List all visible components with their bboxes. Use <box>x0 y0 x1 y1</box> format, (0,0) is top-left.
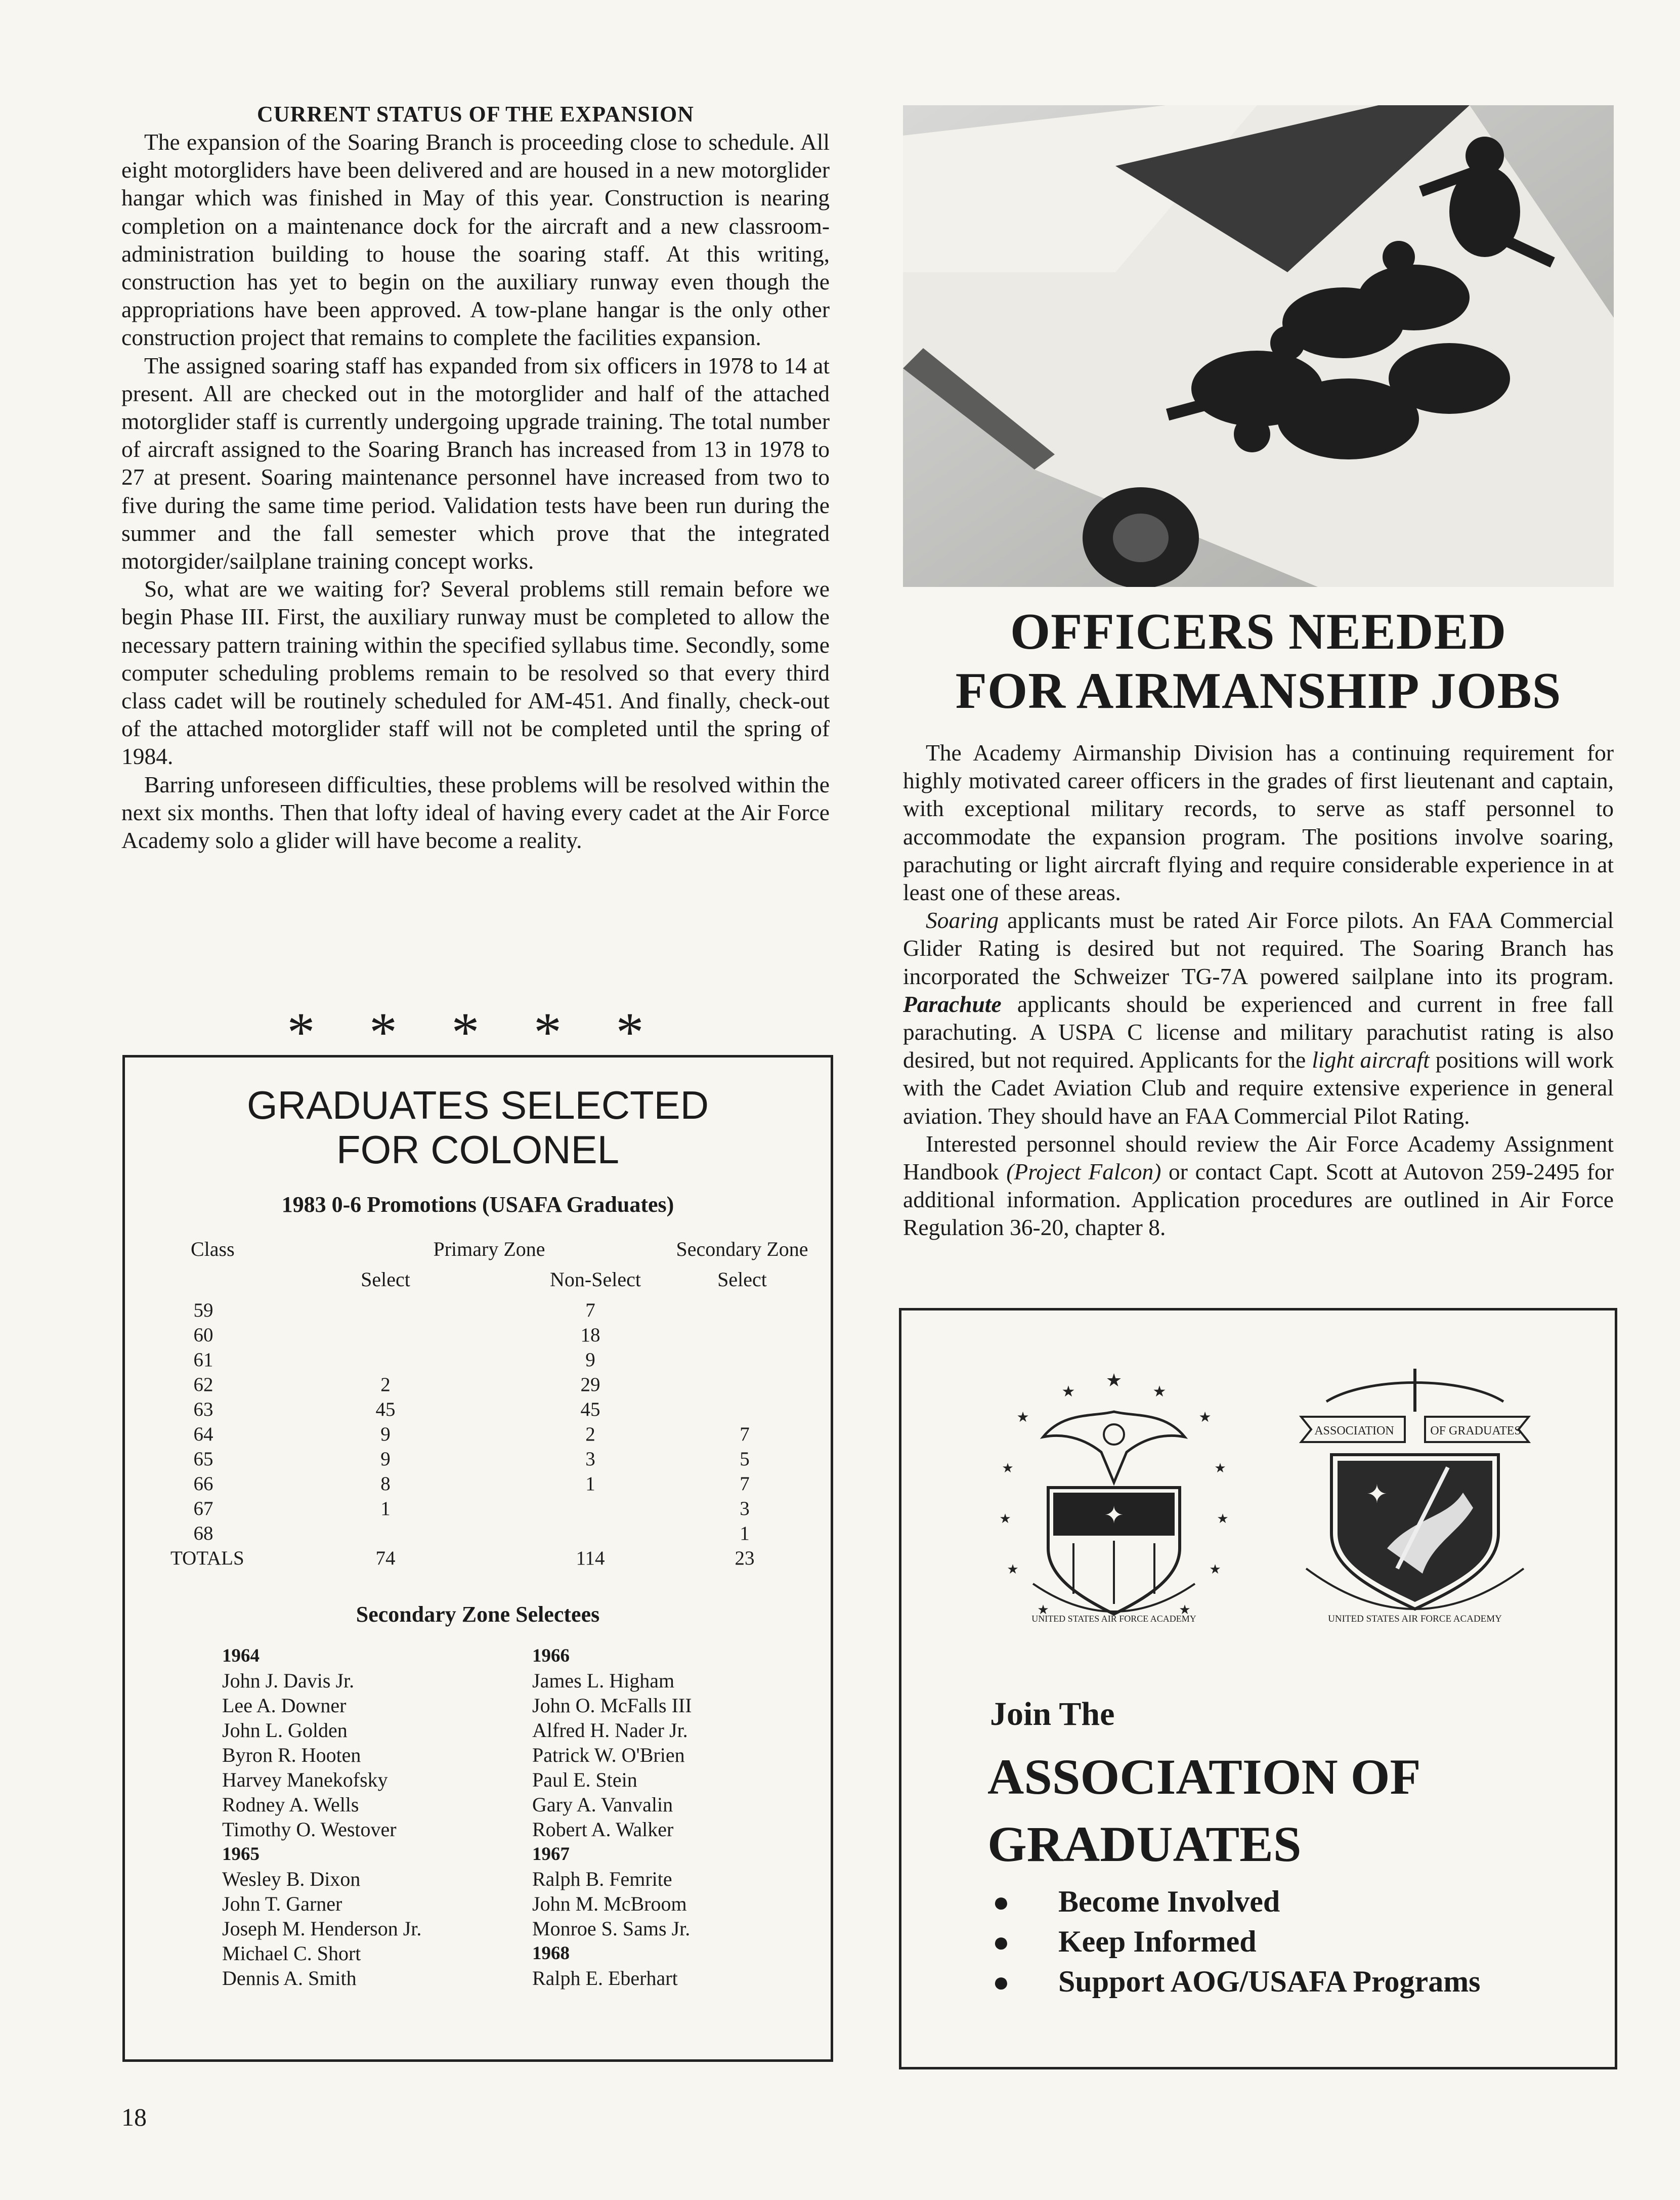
svg-text:★: ★ <box>1152 1383 1167 1401</box>
paragraph-2-part-b: applicants should be experienced and current in free fall parachuting. A USPA C license and military parachutist rating is also desired, but not required. Applicants for the <box>903 991 1614 1073</box>
list-item: Patrick W. O'Brien <box>532 1744 685 1766</box>
table-cell-cls: 63 <box>193 1399 213 1420</box>
list-item: Harvey Manekofsky <box>222 1768 388 1791</box>
bullet-item <box>993 1882 1481 1922</box>
table-cell-ps: 74 <box>375 1547 396 1569</box>
svg-text:✦: ✦ <box>1104 1501 1124 1529</box>
table-cell-cls: 66 <box>193 1473 213 1495</box>
table-cell-pn: 9 <box>585 1349 595 1371</box>
table-cell-cls: 62 <box>193 1374 213 1395</box>
seal-banner-of-graduates: OF GRADUATES <box>1430 1424 1521 1437</box>
table-cell-pn: 114 <box>576 1547 605 1569</box>
selectee-year: 1967 <box>532 1844 570 1865</box>
officers-paragraph-1: The Academy Airmanship Division has a continuing requirement for highly motivated career officers in the grades of first lieutenant and captain, with exceptional military records, to serve as staff personnel to accommodate the expansion program. The positions involve soaring, parachuting or light aircraft flying and require considerable experience in at least one of these areas. <box>903 740 1614 906</box>
svg-text:★: ★ <box>1007 1562 1019 1577</box>
header-non-select: Non-Select <box>550 1268 641 1291</box>
list-item: Paul E. Stein <box>532 1768 637 1791</box>
table-cell-ss: 7 <box>740 1423 750 1445</box>
header-secondary-zone: Secondary Zone <box>676 1238 808 1260</box>
table-cell-ss: 1 <box>740 1522 750 1544</box>
officers-paragraph-3 <box>903 1130 1614 1242</box>
list-item: Ralph E. Eberhart <box>532 1967 678 1990</box>
article-paragraph-1: The expansion of the Soaring Branch is proceeding close to schedule. All eight motorgliders have been delivered and are housed in a new motorglider hangar which was finished in May of this year. Construction is nearing completion on a maintenance dock for the aircraft and a new classroom-administration building to house the soaring staff. At this writing, construction has yet to begin on the auxiliary runway even though the appropriations have been approved. A tow-plane hangar is the only other construction project that remains to complete the facilities expansion. <box>121 129 830 351</box>
list-item: John M. McBroom <box>532 1892 687 1915</box>
list-item: Joseph M. Henderson Jr. <box>222 1917 422 1940</box>
header-class: Class <box>191 1238 235 1260</box>
article-paragraph-3: So, what are we waiting for? Several problems still remain before we begin Phase III. First, the auxiliary runway must be completed to allow the necessary pattern training within the specified syllabus time. Secondly, some computer scheduling problems remain to be resolved so that every third class cadet will be routinely scheduled for AM-451. And finally, check-out of the attached motorglider staff will not be completed until the spring of 1984. <box>121 576 830 770</box>
project-falcon-emphasis: (Project Falcon) <box>1006 1159 1161 1185</box>
paragraph-3-part-b: or contact Capt. Scott at Autovon 259-2495 for additional information. Application procedures are outlined in Air Force Regulation 36-20, chapter 8. <box>903 1159 1614 1241</box>
table-cell-cls: 59 <box>193 1299 213 1321</box>
svg-text:★: ★ <box>1217 1511 1229 1527</box>
table-cell-ps: 9 <box>380 1423 391 1445</box>
graduates-title-line-1: GRADUATES SELECTED <box>246 1083 709 1127</box>
selectees-title: Secondary Zone Selectees <box>356 1602 600 1627</box>
table-cell-cls: 61 <box>193 1349 213 1371</box>
table-cell-cls: TOTALS <box>170 1547 244 1569</box>
table-cell-ss: 23 <box>735 1547 755 1569</box>
seal-banner-association: ASSOCIATION <box>1314 1424 1394 1437</box>
table-row <box>125 1422 833 1447</box>
list-item: Robert A. Walker <box>532 1818 674 1841</box>
list-item: Ralph B. Femrite <box>532 1868 672 1890</box>
bullet-item <box>993 1962 1481 2002</box>
header-secondary-select: Select <box>717 1268 767 1291</box>
table-cell-ps: 2 <box>380 1374 391 1395</box>
table-cell-pn: 29 <box>580 1374 600 1395</box>
list-item: John L. Golden <box>222 1719 348 1742</box>
association-of-graduates-box <box>899 1308 1617 2069</box>
table-cell-ps: 8 <box>380 1473 391 1495</box>
table-cell-pn: 7 <box>585 1299 595 1321</box>
usafa-crest-emblem <box>993 1366 1235 1629</box>
svg-text:★: ★ <box>1105 1370 1123 1391</box>
association-of-graduates-heading <box>987 1743 1421 1878</box>
headline-line-1: OFFICERS NEEDED <box>1010 603 1507 660</box>
table-cell-pn: 3 <box>585 1448 595 1470</box>
list-item: Michael C. Short <box>222 1942 361 1965</box>
svg-text:★: ★ <box>1002 1461 1014 1476</box>
article-paragraph-4: Barring unforeseen difficulties, these problems will be resolved within the next six months. Then that lofty ideal of having every cadet at the Air Force Academy solo a glider will have become a reality. <box>121 771 830 854</box>
list-item: Gary A. Vanvalin <box>532 1793 673 1816</box>
assoc-line-1: ASSOCIATION OF <box>987 1749 1421 1805</box>
bullet-text: Keep Informed <box>1058 1925 1257 1958</box>
list-item: John O. McFalls III <box>532 1694 692 1717</box>
list-item: John T. Garner <box>222 1892 342 1915</box>
aog-benefits-list <box>993 1882 1481 2002</box>
graduates-box-title <box>125 1083 831 1172</box>
svg-text:★: ★ <box>1016 1409 1029 1425</box>
svg-text:★: ★ <box>1179 1602 1191 1618</box>
light-aircraft-emphasis: light aircraft <box>1312 1047 1430 1073</box>
selectee-year: 1965 <box>222 1844 260 1865</box>
section-separator: * * * * * <box>287 1001 664 1063</box>
graduates-selected-box <box>122 1055 833 2062</box>
selectee-year: 1968 <box>532 1943 570 1964</box>
join-the-text: Join The <box>990 1696 1115 1732</box>
list-item: Dennis A. Smith <box>222 1967 357 1990</box>
crest-motto-text: UNITED STATES AIR FORCE ACADEMY <box>1031 1614 1196 1624</box>
article-heading: CURRENT STATUS OF THE EXPANSION <box>257 102 694 126</box>
table-cell-ps: 45 <box>375 1399 396 1420</box>
paragraph-2-part-c: positions will work with the Cadet Aviation Club and require extensive experience in general aviation. They should have an FAA Commercial Pilot Rating. <box>903 1047 1614 1129</box>
aog-seal-emblem <box>1296 1366 1534 1629</box>
list-item: John J. Davis Jr. <box>222 1669 355 1692</box>
selectee-year: 1966 <box>532 1645 570 1666</box>
table-row <box>125 1298 833 1323</box>
page-number: 18 <box>121 2103 147 2131</box>
list-item: James L. Higham <box>532 1669 675 1692</box>
assoc-line-2: GRADUATES <box>987 1816 1302 1872</box>
table-cell-cls: 67 <box>193 1498 213 1519</box>
list-item: Rodney A. Wells <box>222 1793 359 1816</box>
bullet-text: Support AOG/USAFA Programs <box>1058 1965 1481 1998</box>
table-row <box>125 1471 833 1496</box>
parachutists-photo <box>903 105 1614 587</box>
bullet-dot-icon: ● <box>993 1927 1010 1958</box>
table-cell-cls: 65 <box>193 1448 213 1470</box>
officers-article-body <box>903 739 1614 1242</box>
table-row <box>125 1496 833 1521</box>
table-row <box>125 1521 833 1546</box>
svg-text:★: ★ <box>1209 1562 1221 1577</box>
table-row <box>125 1323 833 1347</box>
paragraph-2-part-a: applicants must be rated Air Force pilots. An FAA Commercial Glider Rating is desired but not required. The Soaring Branch has incorporated the Schweizer TG-7A powered sailplane into its program. <box>903 907 1614 989</box>
svg-text:★: ★ <box>1061 1383 1075 1401</box>
svg-text:★: ★ <box>1214 1461 1226 1476</box>
bullet-dot-icon: ● <box>993 1967 1010 1998</box>
table-cell-pn: 45 <box>580 1399 600 1420</box>
table-row <box>125 1447 833 1471</box>
table-cell-pn: 18 <box>580 1324 600 1346</box>
seal-bottom-text: UNITED STATES AIR FORCE ACADEMY <box>1328 1614 1502 1624</box>
svg-text:✦: ✦ <box>1366 1479 1388 1509</box>
table-cell-ps: 9 <box>380 1448 391 1470</box>
promotions-subtitle: 1983 0-6 Promotions (USAFA Graduates) <box>281 1192 674 1217</box>
promotions-table <box>125 1298 833 1571</box>
table-cell-ss: 7 <box>740 1473 750 1495</box>
table-cell-cls: 64 <box>193 1423 213 1445</box>
table-cell-cls: 60 <box>193 1324 213 1346</box>
table-cell-cls: 68 <box>193 1522 213 1544</box>
table-cell-ps: 1 <box>380 1498 391 1519</box>
svg-text:★: ★ <box>999 1511 1011 1527</box>
bullet-text: Become Involved <box>1058 1885 1280 1918</box>
table-cell-ss: 5 <box>740 1448 750 1470</box>
officers-needed-headline <box>903 602 1614 721</box>
table-cell-ss: 3 <box>740 1498 750 1519</box>
table-row <box>125 1546 833 1571</box>
article-paragraph-2: The assigned soaring staff has expanded from six officers in 1978 to 14 at present. All are checked out in the motorglider and half of the attached motorglider staff is currently undergoing upgrade training. The total number of aircraft assigned to the Soaring Branch has increased from 13 in 1978 to 27 at present. Soaring maintenance personnel have increased from two to five during the same time period. Validation tests have been run during the summer and the fall semester which prove that the integrated motorgider/sailplane training concept works. <box>121 352 830 574</box>
header-primary-zone: Primary Zone <box>433 1238 545 1260</box>
header-select: Select <box>361 1268 410 1291</box>
selectees-right-column <box>532 1643 795 1991</box>
list-item: Byron R. Hooten <box>222 1744 361 1766</box>
table-row <box>125 1372 833 1397</box>
bullet-item <box>993 1922 1481 1962</box>
headline-line-2: FOR AIRMANSHIP JOBS <box>955 662 1562 720</box>
selectees-left-column <box>222 1643 485 1991</box>
officers-paragraph-2 <box>903 906 1614 1130</box>
paragraph-3-part-a: Interested personnel should review the Air Force Academy Assignment Handbook <box>903 1130 1614 1185</box>
list-item: Monroe S. Sams Jr. <box>532 1917 691 1940</box>
svg-text:★: ★ <box>1037 1602 1049 1618</box>
table-row <box>125 1397 833 1422</box>
expansion-article <box>121 101 830 854</box>
selectee-year: 1964 <box>222 1645 260 1666</box>
list-item: Wesley B. Dixon <box>222 1868 361 1890</box>
svg-text:★: ★ <box>1198 1409 1212 1425</box>
list-item: Alfred H. Nader Jr. <box>532 1719 688 1742</box>
table-row <box>125 1347 833 1372</box>
bullet-dot-icon: ● <box>993 1887 1010 1918</box>
table-cell-pn: 2 <box>585 1423 595 1445</box>
list-item: Timothy O. Westover <box>222 1818 397 1841</box>
table-cell-pn: 1 <box>585 1473 595 1495</box>
graduates-title-line-2: FOR COLONEL <box>336 1127 620 1172</box>
soaring-emphasis: Soaring <box>926 907 999 934</box>
skydivers-exiting-aircraft-image <box>903 105 1614 587</box>
parachute-emphasis: Parachute <box>903 991 1002 1017</box>
list-item: Lee A. Downer <box>222 1694 347 1717</box>
